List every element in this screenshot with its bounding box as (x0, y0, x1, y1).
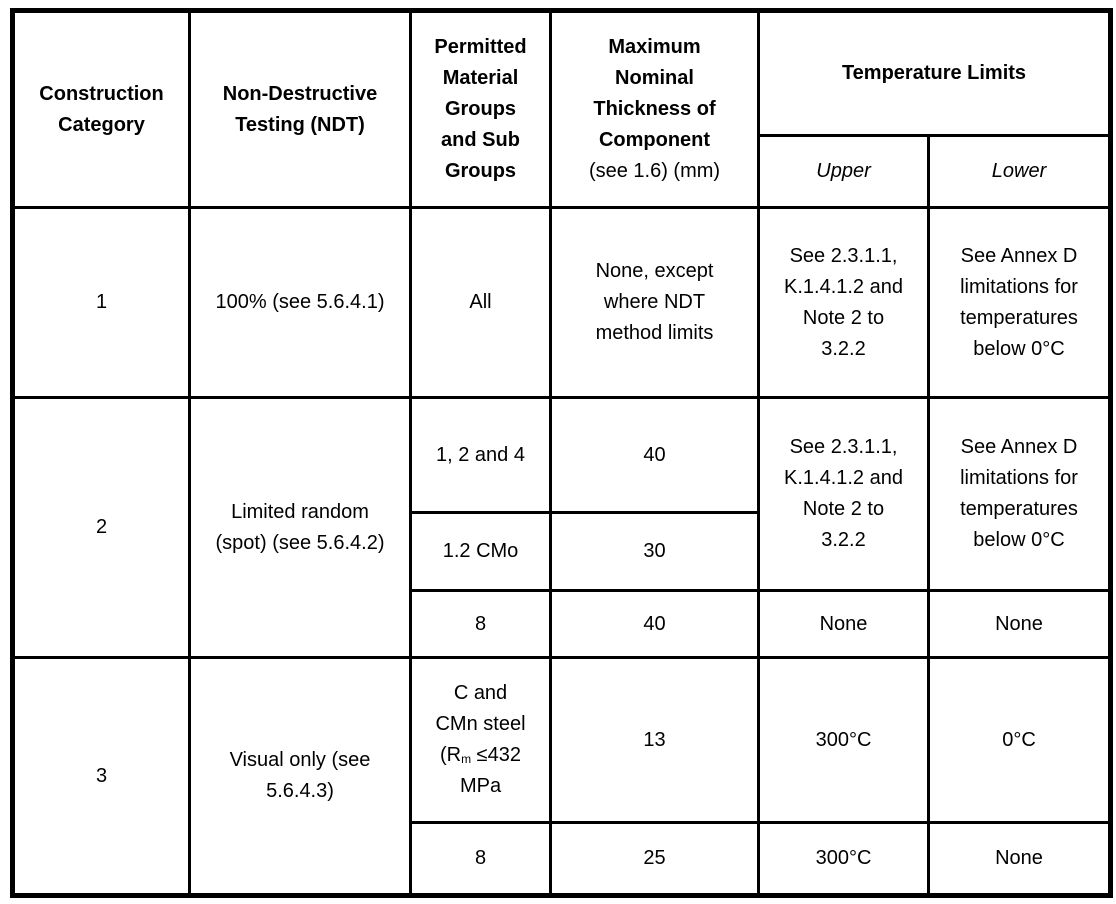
header-thickness-title: Maximum Nominal Thickness of Component (593, 36, 716, 151)
header-thickness-note: (see 1.6) (mm) (588, 160, 721, 182)
header-temperature-limits: Temperature Limits (759, 11, 1111, 136)
cell-cat2-upper-merged-text: See 2.3.1.1, K.1.4.1.2 and Note 2 to 3.2.2 (784, 436, 903, 551)
cell-cat3-sub1-thickness: 13 (551, 658, 759, 823)
header-construction-category: Construction Category (13, 11, 190, 208)
cell-cat1-thickness (551, 208, 759, 398)
cell-cat1-category: 1 (13, 208, 190, 398)
cell-cat3-sub1-upper: 300°C (759, 658, 929, 823)
cell-cat2-sub3-upper: None (759, 591, 929, 658)
cell-cat2-sub1-thickness: 40 (551, 398, 759, 513)
cell-cat2-ndt-text: Limited random (spot) (see 5.6.4.2) (215, 500, 385, 554)
cell-cat3-sub2-upper: 300°C (759, 823, 929, 896)
cell-cat2-sub3-thickness: 40 (551, 591, 759, 658)
cell-cat3-sub2-groups: 8 (411, 823, 551, 896)
cell-cat3-sub1-lower: 0°C (929, 658, 1111, 823)
cell-cat1-upper (759, 208, 929, 398)
table-row-cat3-sub1 (13, 658, 1111, 823)
header-thickness (551, 11, 759, 208)
material-groups-rm-subscript: m (461, 752, 472, 766)
table-row-cat1 (13, 208, 1111, 398)
header-material-groups (411, 11, 551, 208)
header-material-groups-label: Permitted Material Groups and Sub Groups (434, 36, 527, 182)
cell-cat3-sub1-groups-text (435, 678, 527, 802)
cell-cat2-lower-merged: See Annex D limitations for temperatures below 0°C (929, 398, 1111, 591)
cell-cat3-sub1-groups (411, 658, 551, 823)
construction-category-table (10, 8, 1113, 898)
cell-cat3-category: 3 (13, 658, 190, 896)
cell-cat3-sub2-thickness: 25 (551, 823, 759, 896)
cell-cat2-upper-merged (759, 398, 929, 591)
cell-cat2-sub2-thickness: 30 (551, 513, 759, 591)
cell-cat2-ndt (190, 398, 411, 658)
cell-cat2-category: 2 (13, 398, 190, 658)
cell-cat1-upper-text: See 2.3.1.1, K.1.4.1.2 and Note 2 to 3.2.2 (784, 244, 903, 360)
header-upper: Upper (759, 136, 929, 208)
cell-cat2-sub3-groups: 8 (411, 591, 551, 658)
cell-cat2-sub1-groups: 1, 2 and 4 (411, 398, 551, 513)
header-ndt: Non-Destructive Testing (NDT) (190, 11, 411, 208)
cell-cat1-groups: All (411, 208, 551, 398)
material-groups-rm-prefix: C and CMn steel (R (435, 682, 526, 766)
cell-cat1-ndt: 100% (see 5.6.4.1) (190, 208, 411, 398)
cell-cat1-thickness-text: None, except where NDT method limits (595, 260, 714, 344)
cell-cat3-sub2-lower: None (929, 823, 1111, 896)
cell-cat2-sub3-lower: None (929, 591, 1111, 658)
material-groups-rm-suffix: ≤432 MPa (459, 744, 521, 797)
cell-cat3-ndt: Visual only (see 5.6.4.3) (190, 658, 411, 896)
cell-cat1-lower: See Annex D limitations for temperatures below 0°C (929, 208, 1111, 398)
table-row-cat2-sub1 (13, 398, 1111, 513)
header-row-top (13, 11, 1111, 136)
cell-cat2-sub2-groups: 1.2 CMo (411, 513, 551, 591)
header-lower: Lower (929, 136, 1111, 208)
